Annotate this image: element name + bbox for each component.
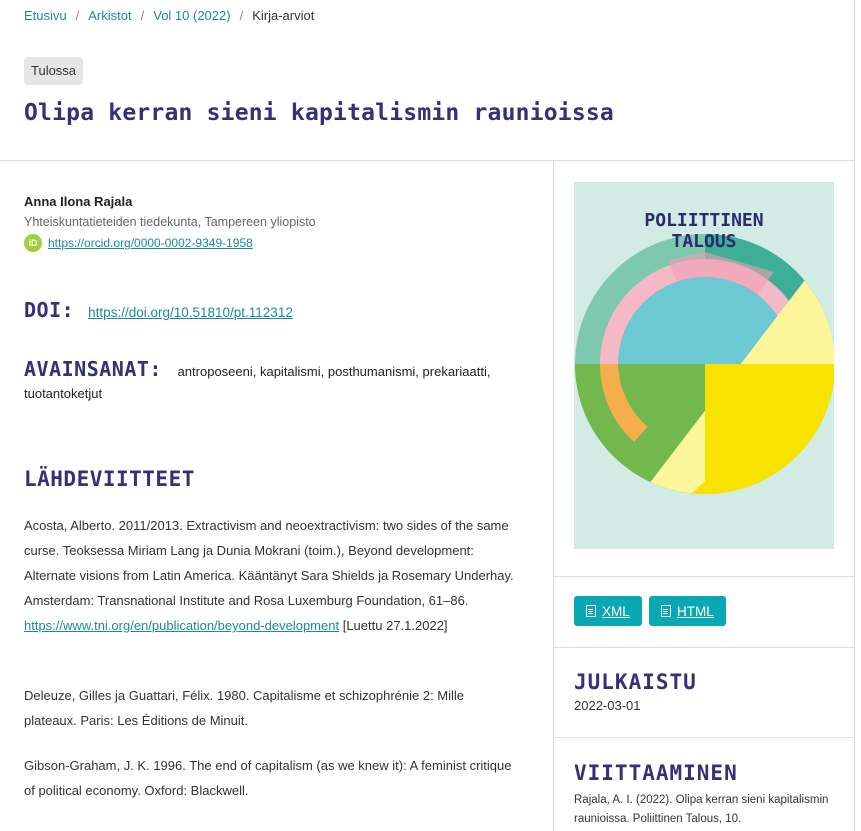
cover-title-line: POLIITTINEN xyxy=(644,210,764,231)
keywords-text: antroposeeni, kapitalismi, posthumanismi, prekariaatti, tuotantoketjut xyxy=(24,364,491,401)
reference-suffix: [Luettu 27.1.2022] xyxy=(342,618,448,633)
status-badge: Tulossa xyxy=(24,57,83,85)
author-affiliation: Yhteiskuntatieteiden tiedekunta, Tampereen yliopisto xyxy=(24,215,316,229)
references-section xyxy=(24,467,195,491)
sidebar-divider xyxy=(554,737,854,738)
file-icon xyxy=(586,605,596,617)
doi-section xyxy=(24,298,293,322)
orcid-row xyxy=(24,234,253,252)
cover-title xyxy=(574,210,834,252)
header-divider xyxy=(0,160,855,161)
breadcrumb-archives[interactable]: Arkistot xyxy=(88,8,132,23)
button-label: HTML xyxy=(677,603,714,619)
doi-link[interactable]: https://doi.org/10.51810/pt.112312 xyxy=(88,305,293,320)
keywords-label: AVAINSANAT: xyxy=(24,357,162,381)
page-edge xyxy=(854,0,855,831)
file-icon xyxy=(661,605,671,617)
orcid-link[interactable]: https://orcid.org/0000-0002-9349-1958 xyxy=(48,236,253,250)
button-label: XML xyxy=(602,603,630,619)
column-divider xyxy=(553,161,554,831)
doi-label: DOI: xyxy=(24,298,75,322)
download-xml-button[interactable] xyxy=(574,596,642,626)
references-heading: LÄHDEVIITTEET xyxy=(24,467,195,491)
published-heading: JULKAISTU xyxy=(574,670,697,694)
breadcrumb-volume[interactable]: Vol 10 (2022) xyxy=(153,8,231,23)
journal-cover-image[interactable] xyxy=(574,182,834,549)
breadcrumb-home[interactable]: Etusivu xyxy=(24,8,67,23)
reference-link[interactable]: https://www.tni.org/en/publication/beyond-development xyxy=(24,618,340,633)
reference-text: Acosta, Alberto. 2011/2013. Extractivism and neoextractivism: two sides of the same curse. Teoksessa Miriam Lang ja Dunia Mokrani (toim.), Beyond development: Alternate visions from Latin America. Kääntänyt Sara Shields ja Rosemary Underhay. Amsterdam: Transnational Institute and Rosa Luxemburg Foundation, 61–86. xyxy=(24,518,514,608)
breadcrumb-separator: / xyxy=(239,8,244,23)
sidebar-divider xyxy=(554,647,854,648)
reference-item xyxy=(24,513,514,638)
reference-item: Deleuze, Gilles ja Guattari, Félix. 1980. Capitalisme et schizophrénie 2: Mille plateaux. Paris: Les Éditions de Minuit. xyxy=(24,688,465,728)
download-html-button[interactable] xyxy=(649,596,726,626)
page-title: Olipa kerran sieni kapitalismin raunioissa xyxy=(24,100,614,126)
author-name: Anna Ilona Rajala xyxy=(24,194,133,209)
published-date: 2022-03-01 xyxy=(574,698,641,713)
keywords-section xyxy=(24,358,524,405)
cover-title-line: TALOUS xyxy=(671,231,737,252)
breadcrumb xyxy=(24,8,314,23)
breadcrumb-current: Kirja-arviot xyxy=(252,8,315,23)
citation-text: Rajala, A. I. (2022). Olipa kerran sieni kapitalismin raunioissa. Poliittinen Talous, 10. xyxy=(574,794,829,825)
breadcrumb-separator: / xyxy=(140,8,145,23)
citation-heading: VIITTAAMINEN xyxy=(574,761,738,785)
reference-item: Gibson-Graham, J. K. 1996. The end of capitalism (as we knew it): A feminist critique of political economy. Oxford: Blackwell. xyxy=(24,758,512,798)
breadcrumb-separator: / xyxy=(75,8,80,23)
sidebar-divider xyxy=(554,576,854,577)
orcid-icon: iD xyxy=(24,234,42,252)
